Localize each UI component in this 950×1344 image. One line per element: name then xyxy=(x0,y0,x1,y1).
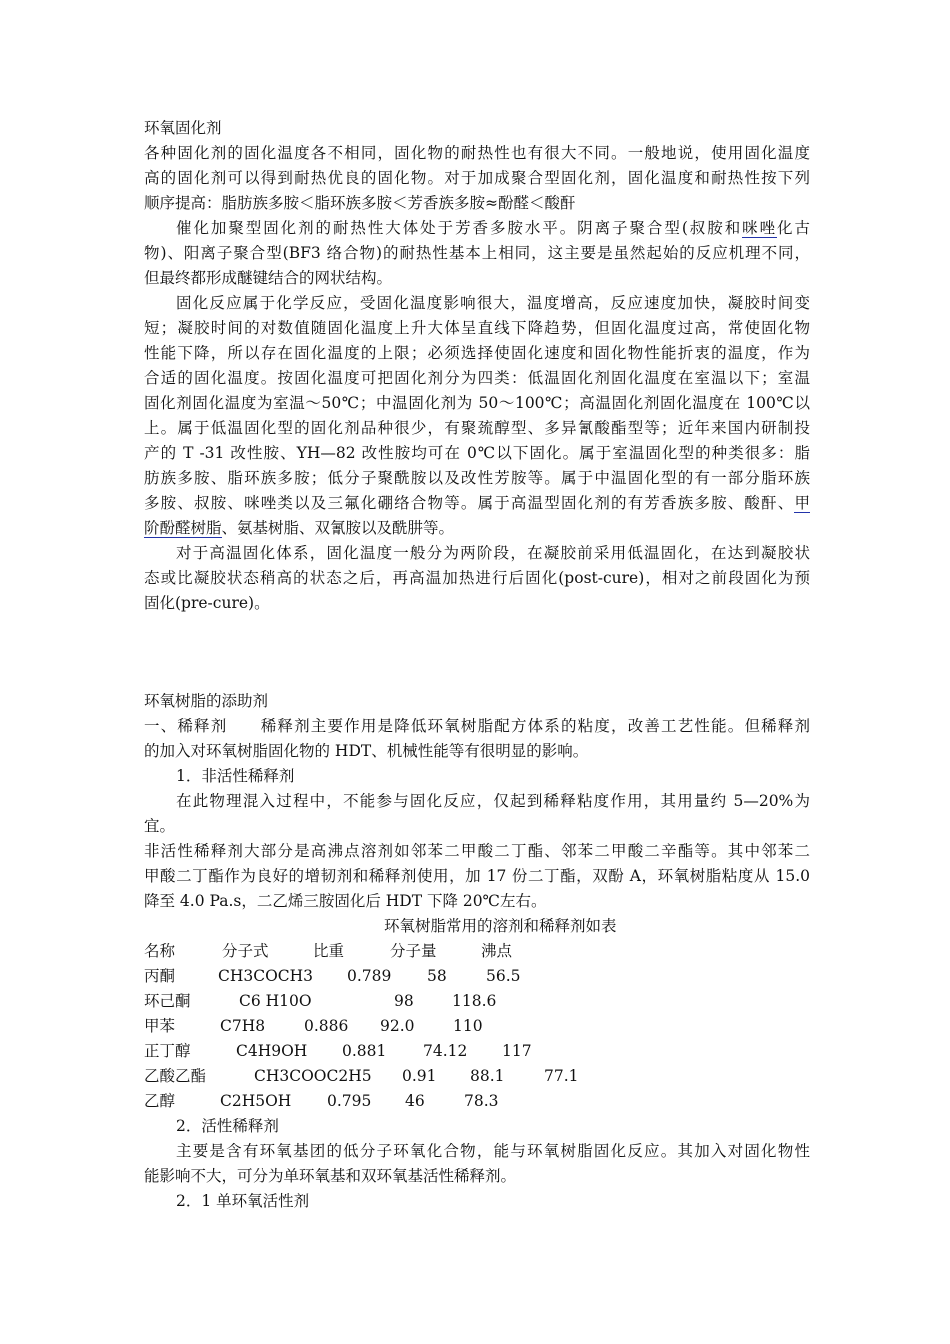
table-cell: CH3COOC2H5 xyxy=(254,1067,372,1085)
paragraph-line: 对于高温固化体系，固化温度一般分为两阶段，在凝胶前采用低温固化，在达到凝胶状 xyxy=(176,544,810,562)
table-header-cell: 分子量 xyxy=(390,942,437,960)
table-cell: 乙醇 xyxy=(144,1092,176,1110)
table-header-cell: 名称 xyxy=(144,942,176,960)
paragraph-line xyxy=(144,491,810,516)
table-row xyxy=(144,1014,810,1039)
table-cell: 58 xyxy=(427,967,447,985)
paragraph-line: 固化剂固化温度为室温～50℃；中温固化剂为 50～100℃；高温固化剂固化温度在 100℃以 xyxy=(144,394,810,412)
table-cell: 0.91 xyxy=(402,1067,437,1085)
paragraph-line: 肪族多胺、脂环族多胺；低分子聚酰胺以及改性芳胺等。属于中温固化型的有一部分脂环族 xyxy=(144,469,810,487)
subheading-nonreactive-diluent: 1．非活性稀释剂 xyxy=(176,767,295,785)
paragraph-line: 在此物理混入过程中，不能参与固化反应，仅起到稀释粘度作用，其用量约 5—20%为 xyxy=(176,792,810,810)
paragraph-line: 的加入对环氧树脂固化物的 HDT、机械性能等有很明显的影响。 xyxy=(144,742,589,760)
paragraph-line: 上。属于低温固化型的固化剂品种很少，有聚巯醇型、多异氰酸酯型等；近年来国内研制投 xyxy=(144,419,810,437)
paragraph-line: 态或比凝胶状态稍高的状态之后，再高温加热进行后固化(post-cure)，相对之前段固化为预 xyxy=(144,569,810,587)
text-fragment: 、氨基树脂、双氰胺以及酰肼等。 xyxy=(221,519,455,537)
table-cell: 110 xyxy=(453,1017,483,1035)
paragraph-line: 非活性稀释剂大部分是高沸点溶剂如邻苯二甲酸二丁酯、邻苯二甲酸二辛酯等。其中邻苯二 xyxy=(144,842,810,860)
table-cell: 77.1 xyxy=(544,1067,579,1085)
paragraph-line: 高的固化剂可以得到耐热优良的固化物。对于加成聚合型固化剂，固化温度和耐热性按下列 xyxy=(144,169,810,187)
subheading-reactive-diluent: 2．活性稀释剂 xyxy=(176,1117,279,1135)
resol-link-part1[interactable]: 甲 xyxy=(794,494,810,512)
table-cell: 0.886 xyxy=(304,1017,349,1035)
table-cell: 丙酮 xyxy=(144,967,176,985)
table-cell: 正丁醇 xyxy=(144,1042,191,1060)
paragraph-line: 固化(pre-cure)。 xyxy=(144,594,270,612)
table-cell: C2H5OH xyxy=(220,1092,292,1110)
table-cell: 78.3 xyxy=(464,1092,499,1110)
table-cell: 甲苯 xyxy=(144,1017,176,1035)
table-cell: 0.795 xyxy=(327,1092,372,1110)
paragraph-line: 降至 4.0 Pa.s，二乙烯三胺固化后 HDT 下降 20℃左右。 xyxy=(144,892,547,910)
paragraph-line: 主要是含有环氧基团的低分子环氧化合物，能与环氧树脂固化反应。其加入对固化物性 xyxy=(176,1142,810,1160)
paragraph-line: 一、稀释剂 稀释剂主要作用是降低环氧树脂配方体系的粘度，改善工艺性能。但稀释剂 xyxy=(144,717,810,735)
table-cell: C6 H10O xyxy=(239,992,312,1010)
paragraph-line: 各种固化剂的固化温度各不相同，固化物的耐热性也有很大不同。一般地说，使用固化温度 xyxy=(144,144,810,162)
table-cell: 88.1 xyxy=(470,1067,505,1085)
paragraph-line: 产的 T -31 改性胺、YH—82 改性胺均可在 0℃以下固化。属于室温固化型的种类很多：脂 xyxy=(144,444,810,462)
table-row xyxy=(144,1064,810,1089)
paragraph-line: 固化反应属于化学反应，受固化温度影响很大，温度增高，反应速度加快，凝胶时间变 xyxy=(176,294,810,312)
paragraph-line: 顺序提高：脂肪族多胺＜脂环族多胺＜芳香族多胺≈酚醛＜酸酐 xyxy=(144,194,576,212)
table-cell: 0.789 xyxy=(347,967,392,985)
text-fragment: 催化加聚型固化剂的耐热性大体处于芳香多胺水平。阴离子聚合型(叔胺和 xyxy=(176,219,743,237)
table-cell: CH3COCH3 xyxy=(218,967,314,985)
table-header-cell: 比重 xyxy=(313,942,345,960)
paragraph-line: 能影响不大，可分为单环氧基和双环氧基活性稀释剂。 xyxy=(144,1167,517,1185)
table-cell: C4H9OH xyxy=(236,1042,308,1060)
table-cell: 46 xyxy=(405,1092,425,1110)
table-cell: C7H8 xyxy=(220,1017,266,1035)
paragraph-line: 但最终都形成醚键结合的网状结构。 xyxy=(144,269,393,287)
paragraph-line: 性能下降，所以存在固化温度的上限；必须选择使固化速度和固化物性能折衷的温度，作为 xyxy=(144,344,810,362)
table-cell: 98 xyxy=(394,992,414,1010)
section-title-additives: 环氧树脂的添助剂 xyxy=(144,692,269,710)
paragraph-line: 物)、阳离子聚合型(BF3 络合物)的耐热性基本上相同，这主要是虽然起始的反应机理不同， xyxy=(144,244,810,262)
table-cell: 117 xyxy=(502,1042,532,1060)
table-cell: 92.0 xyxy=(380,1017,415,1035)
table-header-cell: 分子式 xyxy=(222,942,269,960)
table-row xyxy=(144,964,810,989)
section-title-curing-agent: 环氧固化剂 xyxy=(144,119,222,137)
table-header-cell: 沸点 xyxy=(481,942,513,960)
table-header-row xyxy=(144,939,810,964)
paragraph-line xyxy=(176,216,810,241)
text-fragment: 多胺、叔胺、咪唑类以及三氟化硼络合物等。属于高温型固化剂的有芳香族多胺、酸酐、 xyxy=(144,494,795,512)
table-cell: 118.6 xyxy=(452,992,497,1010)
table-cell: 乙酸乙酯 xyxy=(144,1067,207,1085)
table-cell: 0.881 xyxy=(342,1042,387,1060)
paragraph-line xyxy=(144,516,810,541)
resol-link-part2[interactable]: 阶酚醛树脂 xyxy=(144,519,222,537)
table-title: 环氧树脂常用的溶剂和稀释剂如表 xyxy=(384,917,617,935)
table-cell: 环己酮 xyxy=(144,992,191,1010)
subheading-mono-epoxy: 2．1 单环氧活性剂 xyxy=(176,1192,310,1210)
table-row xyxy=(144,1039,810,1064)
table-cell: 74.12 xyxy=(423,1042,468,1060)
table-row xyxy=(144,1089,810,1114)
paragraph-line: 短；凝胶时间的对数值随固化温度上升大体呈直线下降趋势，但固化温度过高，常使固化物 xyxy=(144,319,810,337)
table-row xyxy=(144,989,810,1014)
paragraph-line: 甲酸二丁酯作为良好的增韧剂和稀释剂使用，加 17 份二丁酯，双酚 A，环氧树脂粘度从 15.0 xyxy=(144,867,810,885)
imidazole-link[interactable]: 咪唑 xyxy=(742,219,778,237)
paragraph-line: 宜。 xyxy=(144,817,176,835)
text-fragment: 化古 xyxy=(777,219,810,237)
table-cell: 56.5 xyxy=(486,967,521,985)
paragraph-line: 合适的固化温度。按固化温度可把固化剂分为四类：低温固化剂固化温度在室温以下；室温 xyxy=(144,369,810,387)
